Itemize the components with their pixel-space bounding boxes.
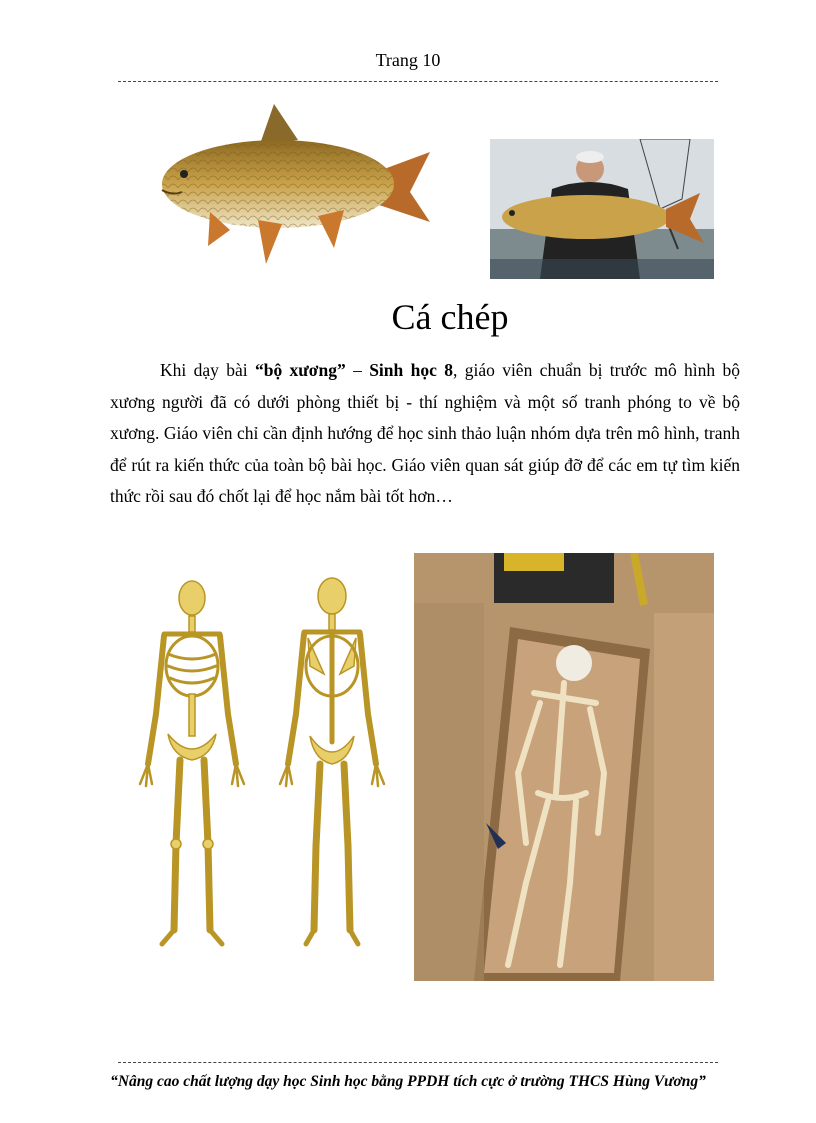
- page-header: Trang 10: [375, 50, 441, 70]
- subject-name: Sinh học 8: [369, 360, 453, 380]
- page-footer: “Nâng cao chất lượng dạy học Sinh học bằng PPDH tích cực ở trường THCS Hùng Vương”: [110, 1073, 706, 1090]
- body-paragraph: [110, 355, 740, 513]
- carp-held-photo: [490, 139, 714, 279]
- skeleton-front-illustration: [128, 574, 256, 954]
- text-segment: , giáo viên chuẩn bị trước mô hình bộ xương người đã có dưới phòng thiết bị - thí nghiệm và một số tranh phóng to về bộ xương. Giáo viên chỉ cần định hướng để học sinh thảo luận nhóm dựa trên mô hình, tranh để rút ra kiến thức của toàn bộ bài học. Giáo viên quan sát giúp đỡ để các em tự tìm kiến thức rồi sau đó chốt lại để học nắm bài tốt hơn…: [110, 360, 741, 506]
- text-segment: Khi dạy bài: [160, 360, 255, 380]
- excavation-photo: [414, 553, 714, 981]
- figure-caption: Cá chép: [391, 297, 509, 337]
- skeleton-back-illustration: [270, 574, 394, 954]
- header-divider: [118, 81, 718, 82]
- carp-studio-photo: [148, 100, 436, 272]
- text-segment: –: [345, 360, 370, 380]
- footer-divider: [118, 1062, 718, 1063]
- lesson-name: “bộ xương”: [254, 360, 346, 380]
